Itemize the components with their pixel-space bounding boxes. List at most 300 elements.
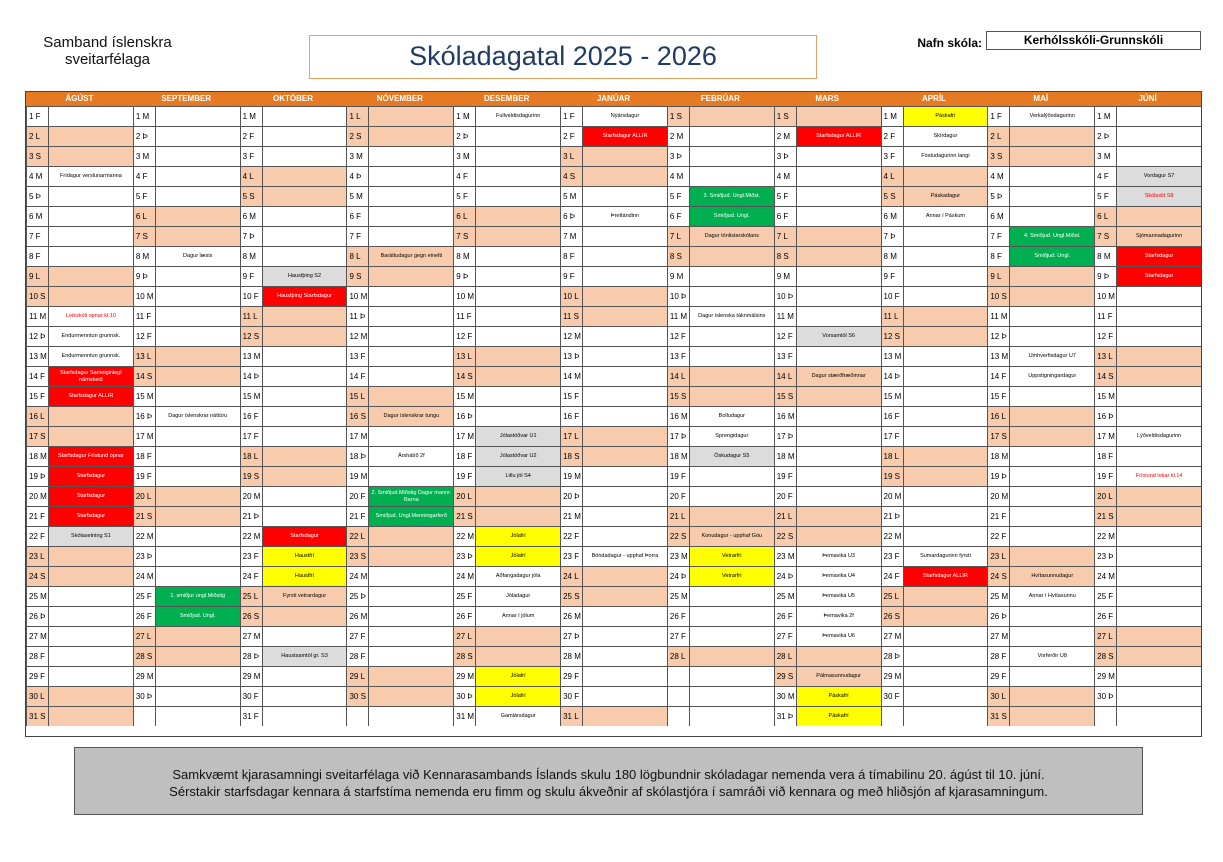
- day-number: 9 Þ: [1094, 266, 1116, 286]
- day-number: 30 M: [774, 686, 796, 706]
- day-number: 2 F: [881, 126, 903, 146]
- day-number: 17 L: [560, 426, 582, 446]
- day-number: 7 S: [453, 226, 475, 246]
- day-number: 19 F: [667, 466, 689, 486]
- day-cell: [689, 266, 774, 286]
- day-number: 27 F: [774, 626, 796, 646]
- day-cell: [48, 286, 133, 306]
- day-cell: [1116, 326, 1201, 346]
- day-number: 29 S: [774, 666, 796, 686]
- day-cell: [1009, 706, 1094, 726]
- day-number: 17 S: [26, 426, 48, 446]
- day-number: 22 S: [667, 526, 689, 546]
- calendar-event: Jólafrí: [475, 666, 560, 686]
- day-cell: [582, 646, 667, 666]
- day-number: 16 L: [26, 406, 48, 426]
- day-number: 5 F: [133, 186, 155, 206]
- calendar-event: Vordagur S7: [1116, 166, 1201, 186]
- calendar-event: Haustþing S2: [262, 266, 347, 286]
- day-cell: [475, 226, 560, 246]
- day-cell: [1009, 406, 1094, 426]
- day-number: 8 F: [987, 246, 1009, 266]
- day-number: 15 F: [560, 386, 582, 406]
- day-cell: [155, 166, 240, 186]
- day-cell: [368, 126, 453, 146]
- day-number: 11 L: [240, 306, 262, 326]
- day-number: 19 S: [881, 466, 903, 486]
- day-number: 20 M: [881, 486, 903, 506]
- day-cell: [475, 166, 560, 186]
- day-number: 16 Þ: [133, 406, 155, 426]
- day-number: 21 F: [346, 506, 368, 526]
- day-number: 7 S: [133, 226, 155, 246]
- day-cell: [1009, 206, 1094, 226]
- calendar-event: Leikskóli opnar kl.10: [48, 306, 133, 326]
- day-cell: [1116, 286, 1201, 306]
- day-cell: [1009, 546, 1094, 566]
- day-cell: [48, 406, 133, 426]
- calendar-event: Nýársdagur: [582, 106, 667, 126]
- day-number: 9 F: [560, 266, 582, 286]
- day-number: 21 L: [667, 506, 689, 526]
- day-cell: [368, 326, 453, 346]
- day-number: 8 S: [667, 246, 689, 266]
- day-number: 15 S: [667, 386, 689, 406]
- month-header: JÚNÍ: [1094, 92, 1201, 106]
- day-number: 30 S: [346, 686, 368, 706]
- day-number: 14 S: [1094, 366, 1116, 386]
- day-number: 6 L: [453, 206, 475, 226]
- day-number: 4 Þ: [346, 166, 368, 186]
- day-number: 23 F: [881, 546, 903, 566]
- day-cell: [903, 586, 988, 606]
- day-number: 16 F: [881, 406, 903, 426]
- calendar-event: Gamlársdagur: [475, 706, 560, 726]
- day-cell: [262, 706, 347, 726]
- day-number: 15 M: [453, 386, 475, 406]
- calendar-event: Dagur íslenskrar tungu: [368, 406, 453, 426]
- day-number: 15 S: [774, 386, 796, 406]
- day-number: [881, 706, 903, 726]
- day-number: 18 Þ: [346, 446, 368, 466]
- day-cell: [796, 526, 881, 546]
- day-number: 30 F: [881, 686, 903, 706]
- day-number: 18 M: [26, 446, 48, 466]
- day-number: 23 Þ: [133, 546, 155, 566]
- day-number: 24 M: [453, 566, 475, 586]
- day-cell: [796, 146, 881, 166]
- day-cell: [903, 326, 988, 346]
- day-number: 6 L: [1094, 206, 1116, 226]
- day-number: 9 Þ: [453, 266, 475, 286]
- day-number: 11 F: [133, 306, 155, 326]
- day-cell: [689, 646, 774, 666]
- day-cell: [1009, 266, 1094, 286]
- day-number: 16 Þ: [1094, 406, 1116, 426]
- day-number: 23 L: [987, 546, 1009, 566]
- day-number: 12 Þ: [26, 326, 48, 346]
- day-cell: [262, 486, 347, 506]
- day-cell: [689, 466, 774, 486]
- calendar-event: Starfsdagur: [1116, 266, 1201, 286]
- day-number: 11 M: [774, 306, 796, 326]
- day-cell: [262, 186, 347, 206]
- day-number: 20 M: [240, 486, 262, 506]
- day-number: 11 M: [26, 306, 48, 326]
- calendar-event: Vorferðir U8: [1009, 646, 1094, 666]
- day-cell: [48, 606, 133, 626]
- day-cell: [368, 386, 453, 406]
- day-cell: [582, 246, 667, 266]
- day-number: 19 M: [560, 466, 582, 486]
- calendar-event: Annar í Hvítasunnu: [1009, 586, 1094, 606]
- day-number: 8 M: [1094, 246, 1116, 266]
- day-number: 1 M: [881, 106, 903, 126]
- day-cell: [689, 326, 774, 346]
- day-number: 12 F: [453, 326, 475, 346]
- day-number: 8 M: [453, 246, 475, 266]
- day-number: 25 M: [987, 586, 1009, 606]
- day-cell: [155, 206, 240, 226]
- day-number: 18 F: [133, 446, 155, 466]
- day-number: 27 M: [881, 626, 903, 646]
- day-number: 12 F: [1094, 326, 1116, 346]
- day-number: 17 M: [346, 426, 368, 446]
- day-number: 15 F: [26, 386, 48, 406]
- day-cell: [689, 386, 774, 406]
- calendar-event: Smiðjud. Ungl.: [689, 206, 774, 226]
- day-cell: [262, 326, 347, 346]
- day-cell: [903, 706, 988, 726]
- day-number: 20 Þ: [560, 486, 582, 506]
- day-number: 23 F: [240, 546, 262, 566]
- day-cell: [1009, 606, 1094, 626]
- day-cell: [796, 186, 881, 206]
- day-cell: [155, 666, 240, 686]
- day-cell: [796, 246, 881, 266]
- day-cell: [368, 626, 453, 646]
- school-name-label: Nafn skóla:: [917, 36, 982, 50]
- day-number: 7 L: [774, 226, 796, 246]
- day-cell: [903, 406, 988, 426]
- day-cell: [1116, 346, 1201, 366]
- day-cell: [582, 306, 667, 326]
- day-cell: [1009, 686, 1094, 706]
- calendar-event: Sumardagurinn fyrsti: [903, 546, 988, 566]
- day-number: 17 Þ: [667, 426, 689, 446]
- day-cell: [368, 526, 453, 546]
- day-cell: [903, 346, 988, 366]
- calendar-event: Dagur íslenska táknmálsins: [689, 306, 774, 326]
- day-number: 14 F: [346, 366, 368, 386]
- day-cell: [689, 626, 774, 646]
- day-cell: [368, 266, 453, 286]
- calendar-event: Jólafrí: [475, 546, 560, 566]
- day-number: 3 Þ: [774, 146, 796, 166]
- day-cell: [155, 186, 240, 206]
- day-number: 11 M: [667, 306, 689, 326]
- day-number: 17 M: [1094, 426, 1116, 446]
- day-number: 6 M: [987, 206, 1009, 226]
- calendar-event: Vorsamtöl S6: [796, 326, 881, 346]
- calendar-event: Sjómannadagurinn: [1116, 226, 1201, 246]
- day-number: 14 L: [774, 366, 796, 386]
- day-number: 6 M: [26, 206, 48, 226]
- day-number: 22 F: [987, 526, 1009, 546]
- day-cell: [903, 426, 988, 446]
- day-number: 3 M: [1094, 146, 1116, 166]
- day-number: 13 L: [453, 346, 475, 366]
- day-number: 29 L: [346, 666, 368, 686]
- day-cell: [582, 666, 667, 686]
- school-name-field[interactable]: Kerhólsskóli-Grunnskóli: [986, 31, 1201, 50]
- day-cell: [1009, 426, 1094, 446]
- calendar-event: Frístund lokar kl.14: [1116, 466, 1201, 486]
- day-cell: [368, 286, 453, 306]
- day-number: 21 Þ: [240, 506, 262, 526]
- day-cell: [368, 206, 453, 226]
- day-number: 25 M: [26, 586, 48, 606]
- day-number: 1 M: [240, 106, 262, 126]
- day-number: [133, 706, 155, 726]
- day-number: 1 S: [774, 106, 796, 126]
- day-number: 10 M: [346, 286, 368, 306]
- calendar-event: Þemavika U4: [796, 566, 881, 586]
- day-number: 8 F: [26, 246, 48, 266]
- day-number: 17 Þ: [774, 426, 796, 446]
- day-cell: [475, 146, 560, 166]
- day-number: 7 F: [346, 226, 368, 246]
- day-cell: [475, 266, 560, 286]
- day-number: 26 S: [240, 606, 262, 626]
- day-number: 25 S: [560, 586, 582, 606]
- day-cell: [796, 506, 881, 526]
- day-number: 5 S: [240, 186, 262, 206]
- day-cell: [1009, 506, 1094, 526]
- day-cell: [262, 686, 347, 706]
- day-cell: [475, 506, 560, 526]
- day-number: 8 F: [560, 246, 582, 266]
- calendar-event: Þemavika U3: [796, 546, 881, 566]
- day-number: [667, 706, 689, 726]
- day-number: 8 L: [346, 246, 368, 266]
- day-number: 29 F: [987, 666, 1009, 686]
- day-number: 23 F: [560, 546, 582, 566]
- day-cell: [689, 126, 774, 146]
- page-title: Skóladagatal 2025 - 2026: [309, 35, 817, 79]
- calendar-event: Þrettándinn: [582, 206, 667, 226]
- day-cell: [1116, 626, 1201, 646]
- day-cell: [475, 246, 560, 266]
- calendar-event: Jólastöðvar U1: [475, 426, 560, 446]
- calendar-event: Baráttudagur gegn einelti: [368, 246, 453, 266]
- day-cell: [368, 646, 453, 666]
- day-cell: [155, 686, 240, 706]
- day-cell: [48, 266, 133, 286]
- day-number: 3 F: [240, 146, 262, 166]
- day-number: 31 L: [560, 706, 582, 726]
- day-cell: [689, 506, 774, 526]
- day-cell: [1116, 206, 1201, 226]
- day-cell: [48, 186, 133, 206]
- day-cell: [1116, 546, 1201, 566]
- day-number: [667, 666, 689, 686]
- calendar-event: Jólafrí: [475, 526, 560, 546]
- day-number: 4 F: [133, 166, 155, 186]
- day-cell: [582, 526, 667, 546]
- day-cell: [155, 286, 240, 306]
- day-cell: [475, 366, 560, 386]
- day-number: 1 M: [453, 106, 475, 126]
- day-number: 19 F: [1094, 466, 1116, 486]
- day-cell: [262, 606, 347, 626]
- calendar-event: Skírdagur: [903, 126, 988, 146]
- day-number: 8 M: [881, 246, 903, 266]
- day-number: 2 Þ: [133, 126, 155, 146]
- day-number: 1 M: [133, 106, 155, 126]
- calendar-event: Bolludagur: [689, 406, 774, 426]
- day-number: 24 Þ: [667, 566, 689, 586]
- day-number: 5 M: [346, 186, 368, 206]
- day-cell: [582, 326, 667, 346]
- day-cell: [155, 106, 240, 126]
- day-number: 25 F: [133, 586, 155, 606]
- day-cell: [903, 466, 988, 486]
- day-cell: [796, 466, 881, 486]
- day-number: 28 Þ: [881, 646, 903, 666]
- calendar-event: 4. Smiðjud. Ungl.Miðst.: [1009, 226, 1094, 246]
- day-cell: [1116, 586, 1201, 606]
- day-number: 29 M: [240, 666, 262, 686]
- day-number: 12 F: [133, 326, 155, 346]
- footer-line-1: Samkvæmt kjarasamningi sveitarfélaga við Kennarasambands Íslands skulu 180 lögbundnir skóladagar nemenda vera á tímabilinu 20. ágúst til 10. júní.: [172, 767, 1045, 782]
- day-number: 24 L: [560, 566, 582, 586]
- day-cell: [48, 126, 133, 146]
- day-cell: [582, 386, 667, 406]
- day-cell: [262, 426, 347, 446]
- day-cell: [368, 306, 453, 326]
- calendar-event: Starfsdagur: [48, 486, 133, 506]
- day-cell: [903, 486, 988, 506]
- day-number: 2 Þ: [453, 126, 475, 146]
- calendar-event: Páskadagur: [903, 186, 988, 206]
- day-cell: [1116, 126, 1201, 146]
- day-number: 6 F: [774, 206, 796, 226]
- day-number: 12 F: [774, 326, 796, 346]
- day-cell: [582, 566, 667, 586]
- calendar-grid: [25, 91, 1202, 737]
- day-cell: [475, 406, 560, 426]
- day-cell: [796, 206, 881, 226]
- day-cell: [796, 386, 881, 406]
- calendar-event: Annar í jólum: [475, 606, 560, 626]
- day-number: 24 M: [346, 566, 368, 586]
- calendar-event: Þemavika U6: [796, 626, 881, 646]
- day-number: 26 M: [560, 606, 582, 626]
- day-number: 15 M: [240, 386, 262, 406]
- day-cell: [475, 126, 560, 146]
- day-number: 24 S: [26, 566, 48, 586]
- calendar-event: Smiðjud. Ungl.: [155, 606, 240, 626]
- day-cell: [796, 406, 881, 426]
- day-cell: [48, 226, 133, 246]
- day-cell: [1116, 146, 1201, 166]
- calendar-event: Aðfangadagur jóla: [475, 566, 560, 586]
- day-cell: [689, 146, 774, 166]
- day-number: 23 Þ: [453, 546, 475, 566]
- day-cell: [582, 606, 667, 626]
- day-number: 4 M: [987, 166, 1009, 186]
- day-cell: [903, 306, 988, 326]
- day-cell: [368, 106, 453, 126]
- calendar-event: Starfsdagur ALLIR: [796, 126, 881, 146]
- day-number: 27 M: [240, 626, 262, 646]
- day-number: 30 Þ: [453, 686, 475, 706]
- day-number: 15 M: [133, 386, 155, 406]
- calendar-event: Litlu jól S4: [475, 466, 560, 486]
- day-number: 18 M: [987, 446, 1009, 466]
- day-cell: [903, 446, 988, 466]
- day-cell: [796, 486, 881, 506]
- day-cell: [903, 526, 988, 546]
- day-cell: [368, 686, 453, 706]
- day-number: 17 F: [881, 426, 903, 446]
- day-number: 22 M: [133, 526, 155, 546]
- month-header: DESEMBER: [453, 92, 560, 106]
- organization-name: [30, 34, 185, 68]
- day-cell: [475, 306, 560, 326]
- day-cell: [155, 506, 240, 526]
- day-cell: [796, 106, 881, 126]
- day-number: 26 M: [346, 606, 368, 626]
- day-cell: [1009, 486, 1094, 506]
- day-number: 8 S: [774, 246, 796, 266]
- day-number: 14 M: [560, 366, 582, 386]
- day-number: 31 Þ: [774, 706, 796, 726]
- calendar-event: Endurmenntun grunnsk.: [48, 326, 133, 346]
- day-number: 21 F: [987, 506, 1009, 526]
- day-number: 30 L: [26, 686, 48, 706]
- day-cell: [903, 666, 988, 686]
- day-cell: [368, 546, 453, 566]
- day-number: 20 L: [1094, 486, 1116, 506]
- calendar-event: Þemavika U5: [796, 586, 881, 606]
- calendar-event: Skólasetning S1: [48, 526, 133, 546]
- day-number: 30 F: [240, 686, 262, 706]
- day-number: 14 S: [453, 366, 475, 386]
- day-number: 7 M: [560, 226, 582, 246]
- calendar-event: Föstudagurinn langi: [903, 146, 988, 166]
- day-number: 28 M: [560, 646, 582, 666]
- day-cell: [262, 406, 347, 426]
- day-number: 12 M: [560, 326, 582, 346]
- day-number: 19 Þ: [987, 466, 1009, 486]
- day-cell: [582, 506, 667, 526]
- day-number: 25 L: [881, 586, 903, 606]
- day-cell: [48, 146, 133, 166]
- day-number: 11 Þ: [346, 306, 368, 326]
- calendar-event: Haustsamtöl gr. S3: [262, 646, 347, 666]
- calendar-event: Páskafrí: [796, 706, 881, 726]
- day-cell: [262, 626, 347, 646]
- day-cell: [1116, 386, 1201, 406]
- day-number: 5 M: [560, 186, 582, 206]
- day-cell: [262, 466, 347, 486]
- day-number: 19 M: [346, 466, 368, 486]
- day-number: 6 M: [881, 206, 903, 226]
- day-number: 4 S: [560, 166, 582, 186]
- day-number: 2 F: [240, 126, 262, 146]
